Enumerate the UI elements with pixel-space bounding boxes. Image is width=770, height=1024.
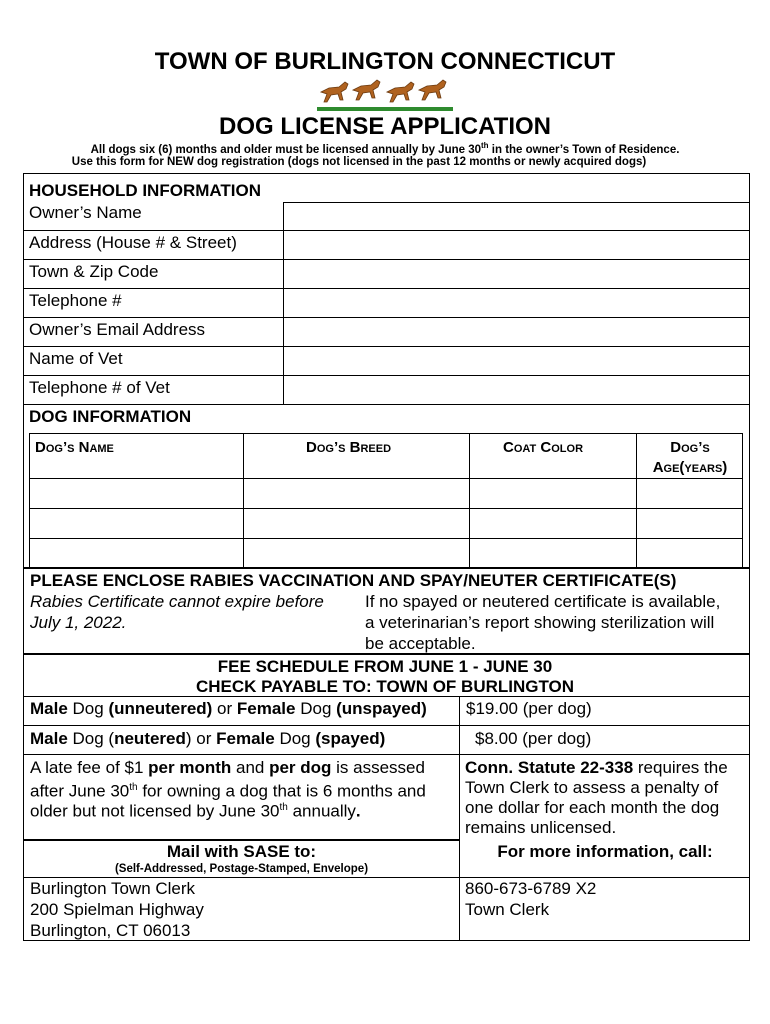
telephone-field[interactable]	[285, 289, 748, 316]
info-heading: For more information, call:	[497, 842, 713, 861]
address-label: Address (House # & Street)	[29, 233, 237, 252]
vet-name-field[interactable]	[285, 347, 748, 374]
annual-license-note: All dogs six (6) months and older must be licensed annually by June 30th in the owner’s Town of Residence.	[90, 141, 680, 156]
mail-heading: Mail with SASE to:	[166, 842, 317, 861]
fee-altered-label: Male Dog (neutered) or Female Dog (spayed)	[30, 729, 386, 748]
late-fee-line-1: A late fee of $1 per month and per dog is assessed	[30, 758, 425, 777]
rabies-heading: PLEASE ENCLOSE RABIES VACCINATION AND SPAY/NEUTER CERTIFICATE(S)	[30, 571, 677, 590]
info-contact: Town Clerk	[465, 900, 550, 919]
sterilization-note-2: a veterinarian’s report showing sterilization will	[365, 613, 715, 632]
col-dog-age-2: Age(years)	[652, 459, 728, 476]
dog-age-cell[interactable]	[638, 540, 742, 567]
coat-color-cell[interactable]	[471, 480, 635, 507]
coat-color-cell[interactable]	[471, 510, 635, 537]
owner-name-field[interactable]	[285, 203, 748, 229]
fee-unaltered-label: Male Dog (unneutered) or Female Dog (unspayed)	[30, 699, 427, 718]
col-dog-age-1: Dog’s	[670, 439, 710, 456]
email-label: Owner’s Email Address	[29, 320, 206, 339]
fee-altered-price: $8.00 (per dog)	[475, 729, 592, 748]
late-fee-line-2: after June 30th for owning a dog that is 6 months and	[30, 781, 426, 801]
dog-breed-cell[interactable]	[245, 480, 468, 507]
household-heading: HOUSEHOLD INFORMATION	[29, 181, 262, 200]
form-title: DOG LICENSE APPLICATION	[218, 113, 551, 140]
address-field[interactable]	[285, 231, 748, 258]
statute-line-3: one dollar for each month the dog	[465, 798, 720, 817]
mail-address-line: Burlington, CT 06013	[30, 921, 191, 940]
statute-line-2: Town Clerk to assess a penalty of	[465, 778, 719, 797]
dog-age-cell[interactable]	[638, 510, 742, 537]
vet-telephone-field[interactable]	[285, 376, 748, 403]
sase-note: (Self-Addressed, Postage-Stamped, Envelope)	[114, 863, 369, 875]
dog-name-cell[interactable]	[31, 480, 242, 507]
town-zip-label: Town & Zip Code	[29, 262, 159, 281]
sterilization-note-3: be acceptable.	[365, 634, 476, 653]
info-phone: 860-673-6789 X2	[465, 879, 597, 898]
col-dog-name: Dog’s Name	[35, 439, 114, 456]
page-title: TOWN OF BURLINGTON CONNECTICUT	[154, 48, 616, 75]
town-zip-field[interactable]	[285, 260, 748, 287]
col-coat-color: Coat Color	[503, 439, 584, 456]
statute-line-1: Conn. Statute 22-338 requires the	[465, 758, 728, 777]
fee-unaltered-price: $19.00 (per dog)	[466, 699, 592, 718]
dog-name-cell[interactable]	[31, 510, 242, 537]
col-dog-breed: Dog’s Breed	[306, 439, 392, 456]
check-payable-heading: CHECK PAYABLE TO: TOWN OF BURLINGTON	[195, 677, 575, 696]
statute-line-4: remains unlicensed.	[465, 818, 617, 837]
telephone-label: Telephone #	[29, 291, 122, 310]
dog-info-heading: DOG INFORMATION	[29, 407, 192, 426]
fee-schedule-heading: FEE SCHEDULE FROM JUNE 1 - JUNE 30	[217, 657, 553, 676]
vet-telephone-label: Telephone # of Vet	[29, 378, 170, 397]
dog-name-cell[interactable]	[31, 540, 242, 567]
rabies-expiry-note-1: Rabies Certificate cannot expire before	[30, 592, 324, 611]
coat-color-cell[interactable]	[471, 540, 635, 567]
rabies-expiry-note-2: July 1, 2022.	[30, 613, 127, 632]
mail-address-line: 200 Spielman Highway	[30, 900, 204, 919]
dog-breed-cell[interactable]	[245, 510, 468, 537]
dog-age-cell[interactable]	[638, 480, 742, 507]
mail-address-line: Burlington Town Clerk	[30, 879, 196, 898]
late-fee-line-3: older but not licensed by June 30th annually.	[30, 801, 361, 821]
owner-name-label: Owner’s Name	[29, 203, 142, 222]
new-registration-note: Use this form for NEW dog registration (dogs not licensed in the past 12 months or newly acquired dogs)	[71, 156, 647, 168]
dog-breed-cell[interactable]	[245, 540, 468, 567]
running-dogs-logo	[315, 74, 455, 114]
sterilization-note-1: If no spayed or neutered certificate is available,	[365, 592, 721, 611]
email-field[interactable]	[285, 318, 748, 345]
vet-name-label: Name of Vet	[29, 349, 123, 368]
